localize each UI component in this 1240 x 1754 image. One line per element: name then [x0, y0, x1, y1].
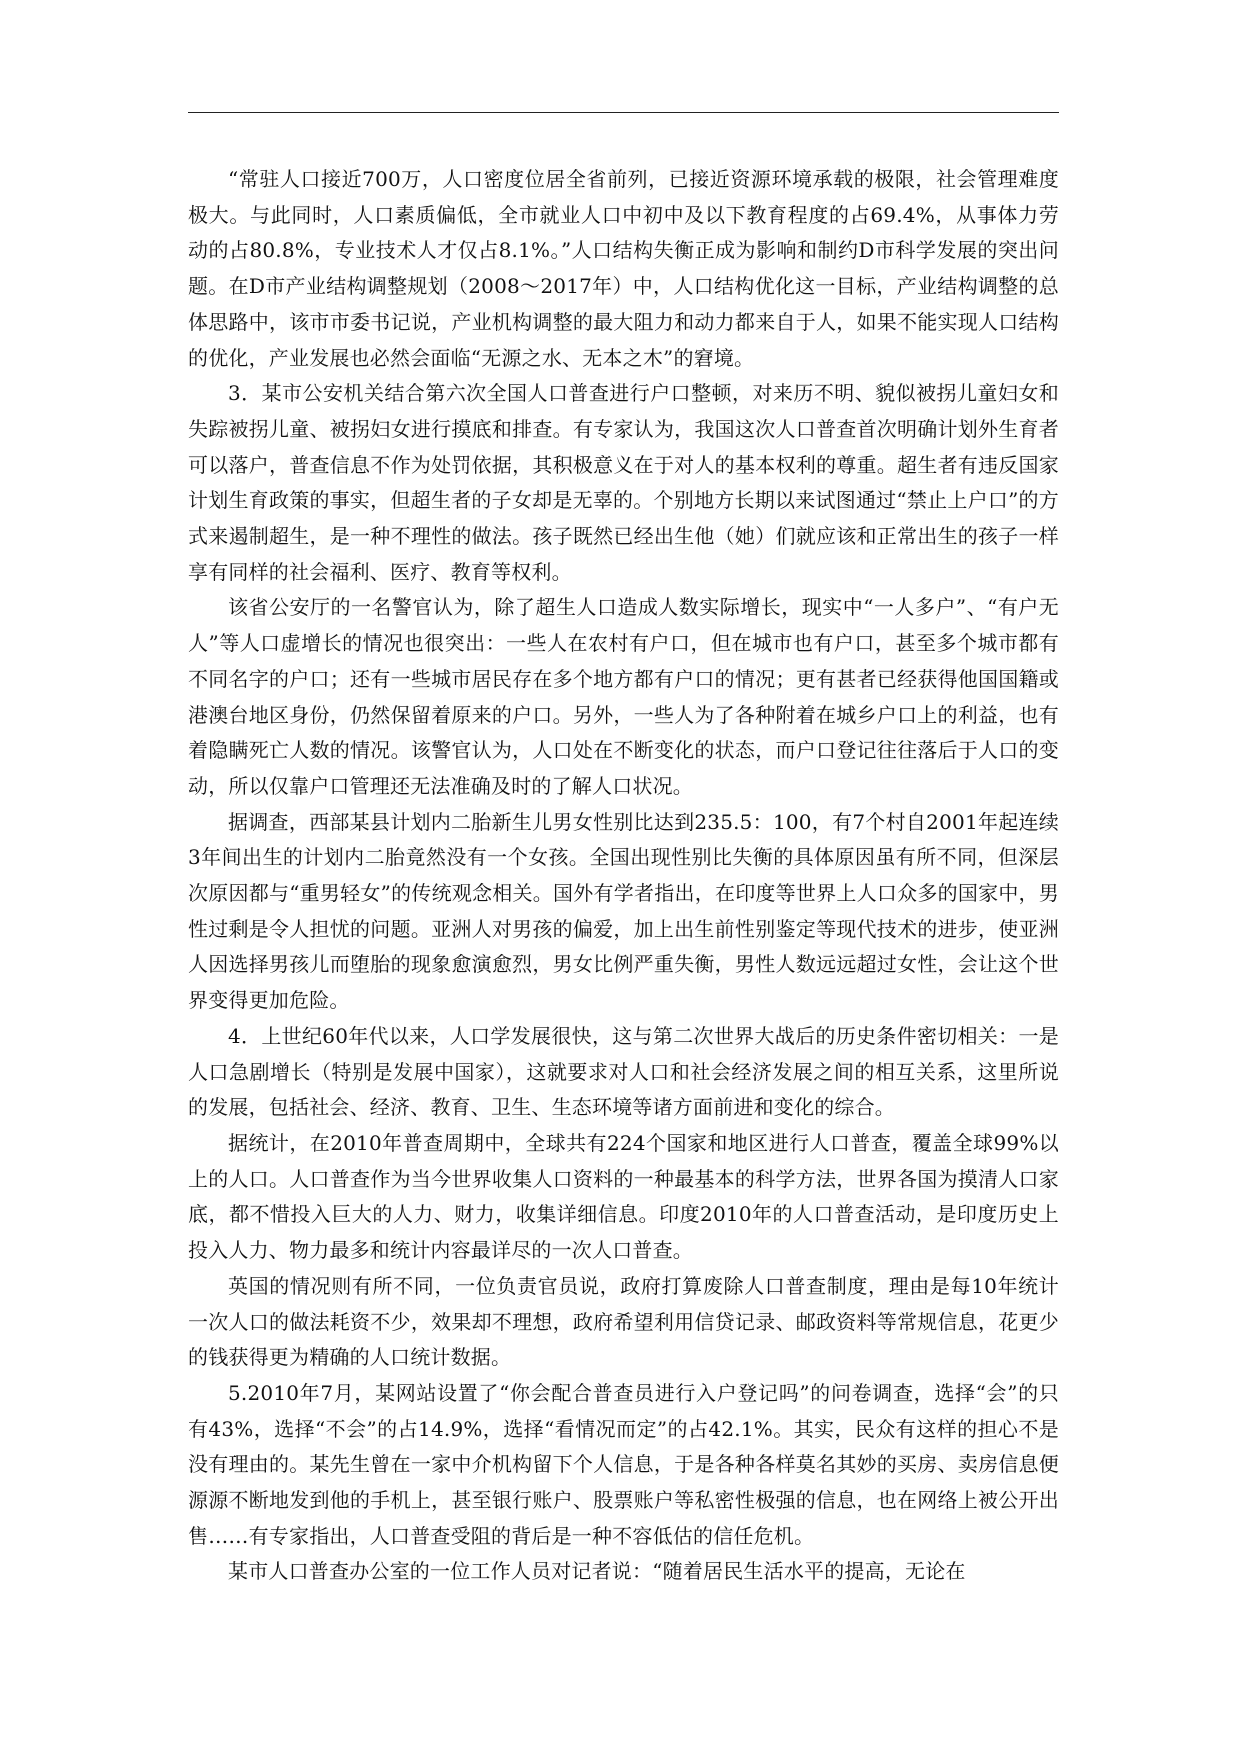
paragraph: 据统计，在2010年普查周期中，全球共有224个国家和地区进行人口普查，覆盖全球99%以上的人口。人口普查作为当今世界收集人口资料的一种最基本的科学方法，世界各国为摸清人口家底，都不惜投入巨大的人力、财力，收集详细信息。印度2010年的人口普查活动，是印度历史上投入人力、物力最多和统计内容最详尽的一次人口普查。 — [188, 1130, 1059, 1263]
paragraph: 3．某市公安机关结合第六次全国人口普查进行户口整顿，对来历不明、貌似被拐儿童妇女和失踪被拐儿童、被拐妇女进行摸底和排查。有专家认为，我国这次人口普查首次明确计划外生育者可以落户，普查信息不作为处罚依据，其积极意义在于对人的基本权利的尊重。超生者有违反国家计划生育政策的事实，但超生者的子女却是无辜的。个别地方长期以来试图通过“禁止上户口”的方式来遏制超生，是一种不理性的做法。孩子既然已经出生他（她）们就应该和正常出生的孩子一样享有同样的社会福利、医疗、教育等权利。 — [188, 381, 1059, 584]
document-body — [188, 162, 1059, 1590]
paragraph: 某市人口普查办公室的一位工作人员对记者说：“随着居民生活水平的提高，无论在 — [228, 1559, 966, 1584]
paragraph: “常驻人口接近700万，人口密度位居全省前列，已接近资源环境承载的极限，社会管理难度极大。与此同时，人口素质偏低，全市就业人口中初中及以下教育程度的占69.4%，从事体力劳动的占80.8%，专业技术人才仅占8.1%。”人口结构失衡正成为影响和制约D市科学发展的突出问题。在D市产业结构调整规划（2008～2017年）中，人口结构优化这一目标，产业结构调整的总体思路中，该市市委书记说，产业机构调整的最大阻力和动力都来自于人，如果不能实现人口结构的优化，产业发展也必然会面临“无源之水、无本之木”的窘境。 — [188, 167, 1059, 370]
paragraph: 英国的情况则有所不同，一位负责官员说，政府打算废除人口普查制度，理由是每10年统计一次人口的做法耗资不少，效果却不理想，政府希望利用信贷记录、邮政资料等常规信息，花更少的钱获得更为精确的人口统计数据。 — [188, 1273, 1059, 1370]
paragraph: 据调查，西部某县计划内二胎新生儿男女性别比达到235.5：100，有7个村自2001年起连续3年间出生的计划内二胎竟然没有一个女孩。全国出现性别比失衡的具体原因虽有所不同，但深层次原因都与“重男轻女”的传统观念相关。国外有学者指出，在印度等世界上人口众多的国家中，男性过剩是令人担忧的问题。亚洲人对男孩的偏爱，加上出生前性别鉴定等现代技术的进步，使亚洲人因选择男孩儿而堕胎的现象愈演愈烈，男女比例严重失衡，男性人数远远超过女性，会让这个世界变得更加危险。 — [188, 809, 1059, 1013]
paragraph: 5.2010年7月，某网站设置了“你会配合普查员进行入户登记吗”的问卷调查，选择“会”的只有43%，选择“不会”的占14.9%，选择“看情况而定”的占42.1%。其实，民众有这样的担心不是没有理由的。某先生曾在一家中介机构留下个人信息，于是各种各样莫名其妙的买房、卖房信息便源源不断地发到他的手机上，甚至银行账户、股票账户等私密性极强的信息，也在网络上被公开出售……有专家指出，人口普查受阻的背后是一种不容低估的信任危机。 — [188, 1380, 1059, 1548]
header-rule — [188, 112, 1059, 113]
paragraph: 该省公安厅的一名警官认为，除了超生人口造成人数实际增长，现实中“一人多户”、“有户无人”等人口虚增长的情况也很突出：一些人在农村有户口，但在城市也有户口，甚至多个城市都有不同名字的户口；还有一些城市居民存在多个地方都有户口的情况；更有甚者已经获得他国国籍或港澳台地区身份，仍然保留着原来的户口。另外，一些人为了各种附着在城乡户口上的利益，也有着隐瞒死亡人数的情况。该警官认为，人口处在不断变化的状态，而户口登记往往落后于人口的变动，所以仅靠户口管理还无法准确及时的了解人口状况。 — [188, 595, 1059, 798]
paragraph: 4．上世纪60年代以来，人口学发展很快，这与第二次世界大战后的历史条件密切相关：一是人口急剧增长（特别是发展中国家），这就要求对人口和社会经济发展之间的相互关系，这里所说的发展，包括社会、经济、教育、卫生、生态环境等诸方面前进和变化的综合。 — [188, 1023, 1059, 1120]
